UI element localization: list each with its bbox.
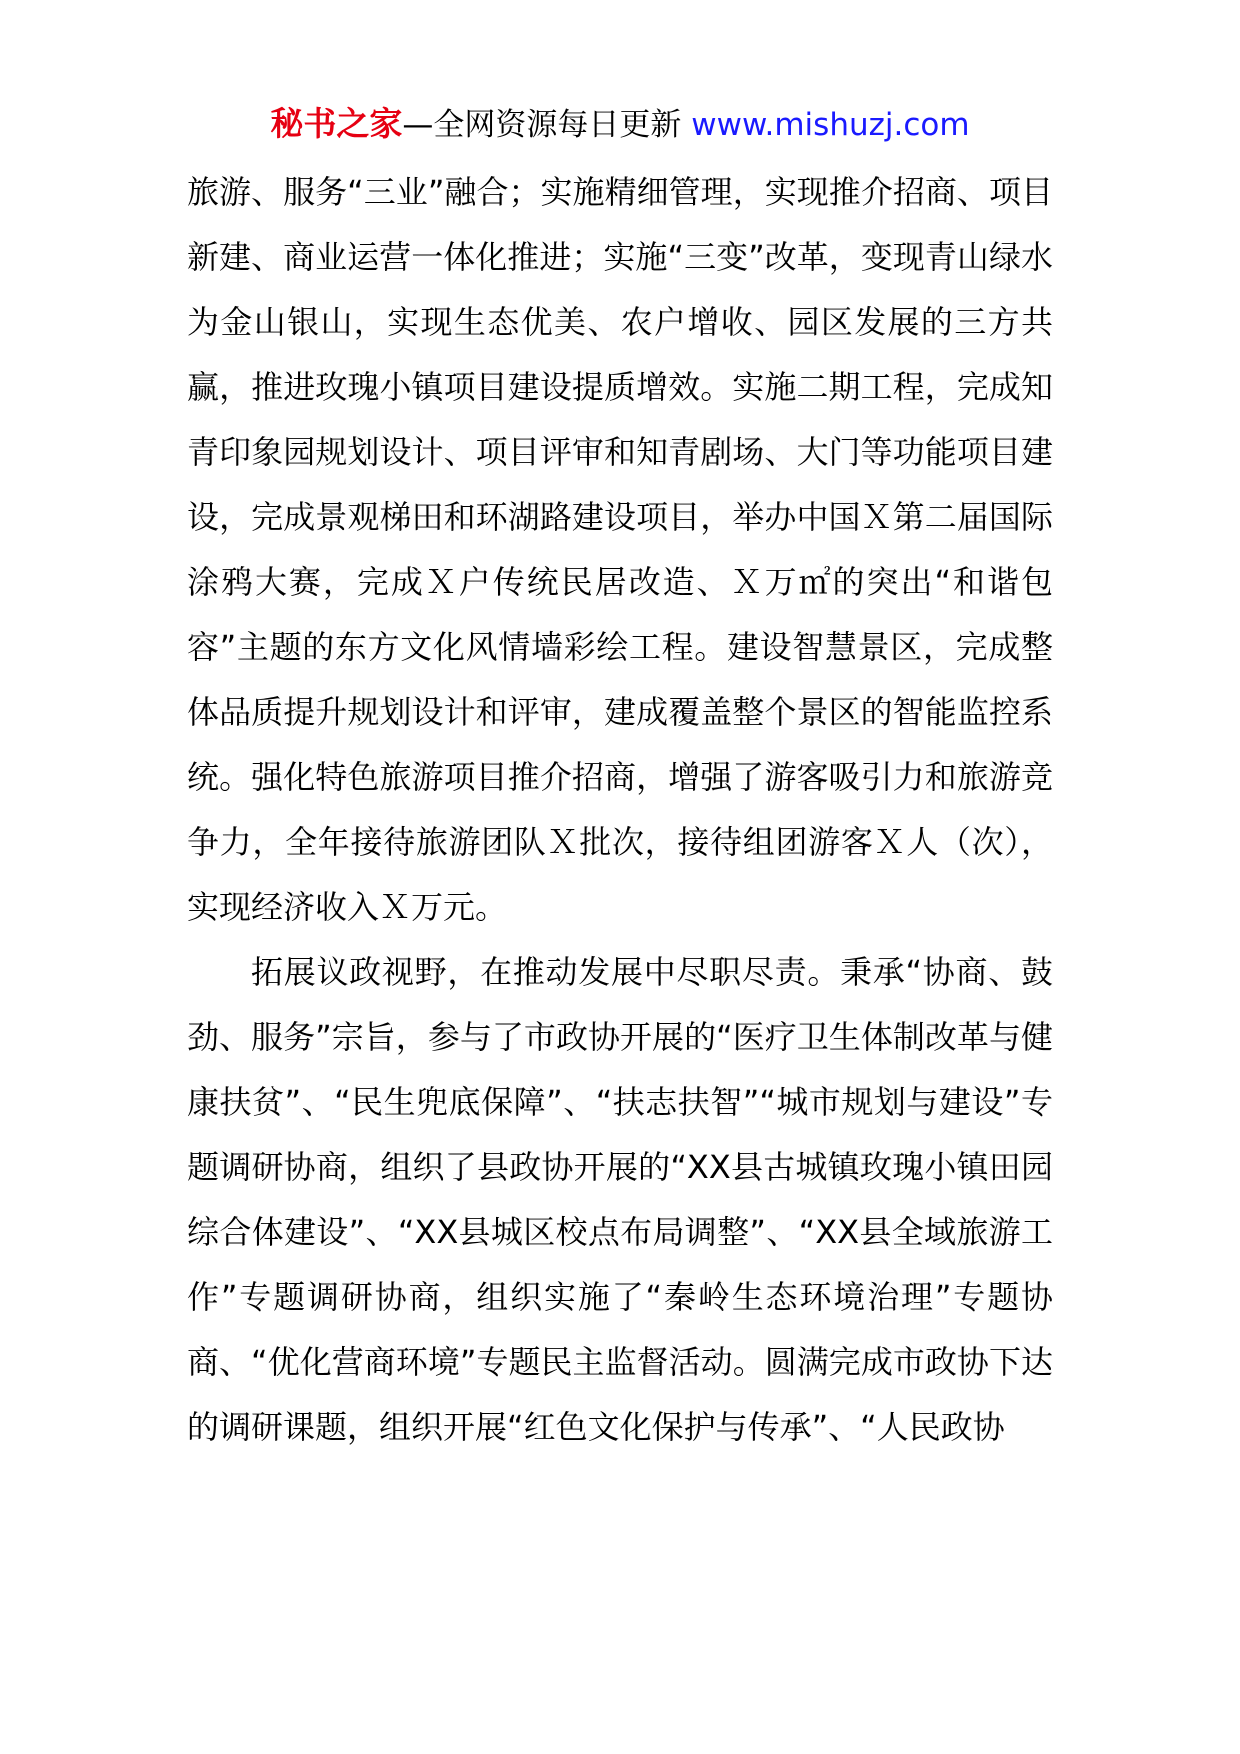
page-header: [0, 100, 1240, 149]
paragraph-continued: 旅游、服务“三业”融合；实施精细管理，实现推介招商、项目新建、商业运营一体化推进；实施“三变”改革，变现青山绿水为金山银山，实现生态优美、农户增收、园区发展的三方共赢，推进玫瑰小镇项目建设提质增效。实施二期工程，完成知青印象园规划设计、项目评审和知青剧场、大门等功能项目建设，完成景观梯田和环湖路建设项目，举办中国Ｘ第二届国际涂鸦大赛，完成Ｘ户传统民居改造、Ｘ万㎡的突出“和谐包容”主题的东方文化风情墙彩绘工程。建设智慧景区，完成整体品质提升规划设计和评审，建成覆盖整个景区的智能监控系统。强化特色旅游项目推介招商，增强了游客吸引力和旅游竞争力，全年接待旅游团队Ｘ批次，接待组团游客Ｘ人（次），实现经济收入Ｘ万元。: [187, 173, 1053, 926]
website-link[interactable]: www.mishuzj.com: [691, 107, 970, 143]
document-body: [187, 160, 1053, 1460]
header-slogan: —全网资源每日更新: [402, 107, 682, 143]
brand-name: 秘书之家: [270, 104, 403, 143]
paragraph: 拓展议政视野，在推动发展中尽职尽责。秉承“协商、鼓劲、服务”宗旨，参与了市政协开展的“医疗卫生体制改革与健康扶贫”、“民生兜底保障”、“扶志扶智”“城市规划与建设”专题调研协商，组织了县政协开展的“XX县古城镇玫瑰小镇田园综合体建设”、“XX县城区校点布局调整”、“XX县全域旅游工作”专题调研协商，组织实施了“秦岭生态环境治理”专题协商、“优化营商环境”专题民主监督活动。圆满完成市政协下达的调研课题，组织开展“红色文化保护与传承”、“人民政协: [187, 953, 1053, 1446]
